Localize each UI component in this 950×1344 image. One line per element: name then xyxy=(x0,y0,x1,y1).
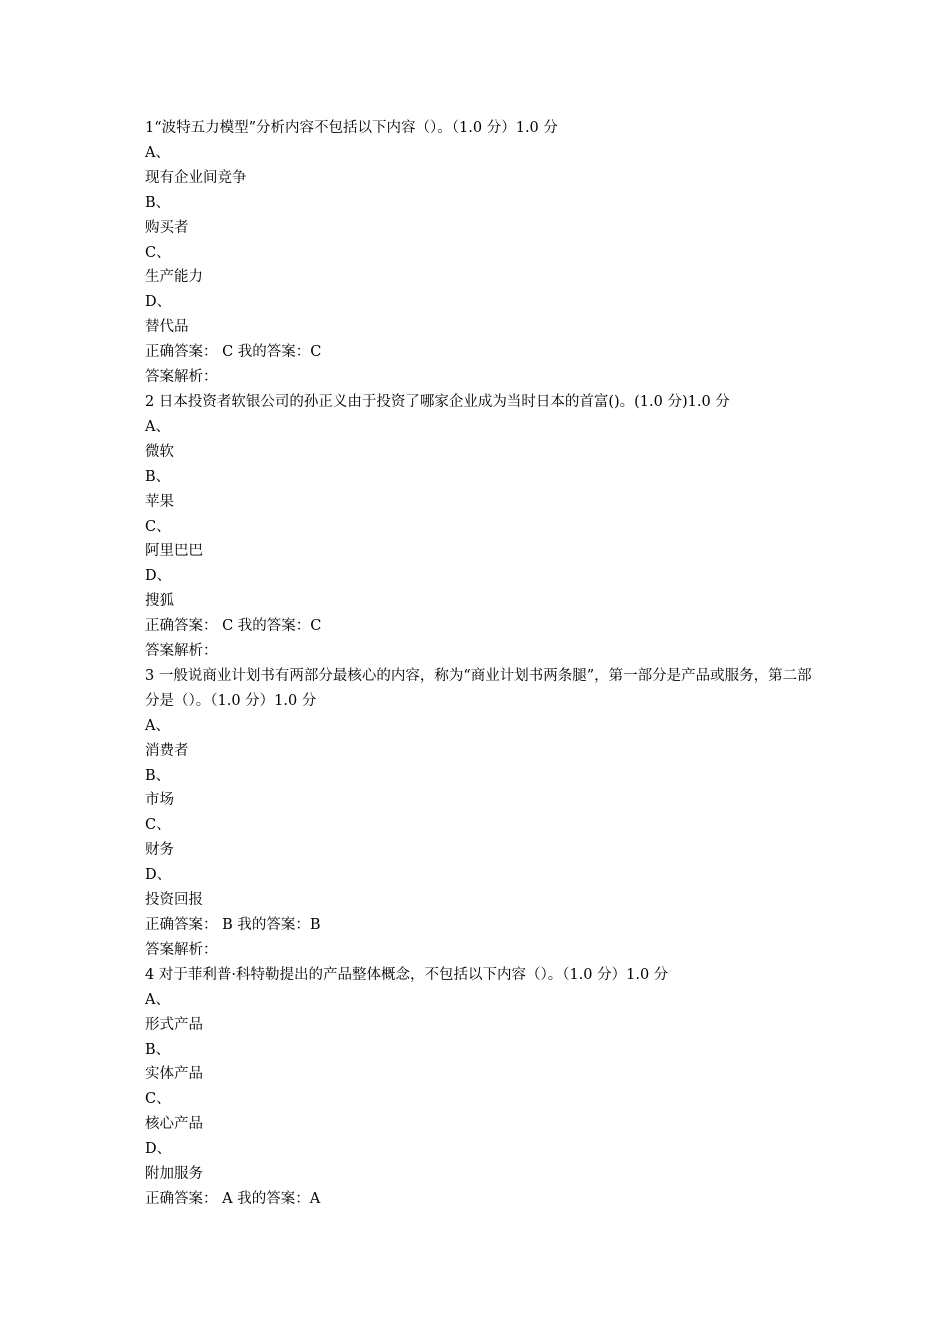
option-text: 替代品 xyxy=(145,319,189,336)
option-letter: C、 xyxy=(145,1091,171,1108)
answer-line: 正确答案： C 我的答案：C xyxy=(145,618,322,635)
option-text: 阿里巴巴 xyxy=(145,543,203,560)
analysis-line: 答案解析： xyxy=(145,369,218,386)
option-text: 微软 xyxy=(145,443,174,460)
question-stem: 1“波特五力模型”分析内容不包括以下内容（）。（1.0 分）1.0 分 xyxy=(145,120,558,136)
option-letter: C、 xyxy=(145,518,171,535)
question-2 xyxy=(145,390,815,664)
answer-line: 正确答案： B 我的答案：B xyxy=(145,917,321,933)
option-letter: A、 xyxy=(145,717,170,734)
option-letter: D、 xyxy=(145,1141,172,1158)
question-stem: 3 一般说商业计划书有两部分最核心的内容，称为“商业计划书两条腿”，第一部分是产品或服务，第二部分是（）。（1.0 分）1.0 分 xyxy=(145,667,812,709)
option-text: 生产能力 xyxy=(145,269,203,286)
analysis-line: 答案解析： xyxy=(145,941,218,958)
option-text: 形式产品 xyxy=(145,1016,203,1033)
option-text: 购买者 xyxy=(145,219,189,236)
option-text: 市场 xyxy=(145,792,174,809)
option-letter: D、 xyxy=(145,294,172,311)
answer-line: 正确答案： A 我的答案：A xyxy=(145,1190,321,1207)
answer-line: 正确答案： C 我的答案：C xyxy=(145,344,322,361)
option-text: 搜狐 xyxy=(145,593,174,610)
analysis-line: 答案解析： xyxy=(145,643,218,660)
option-letter: D、 xyxy=(145,568,172,585)
option-text: 财务 xyxy=(145,842,174,859)
option-letter: B、 xyxy=(145,468,171,485)
option-letter: B、 xyxy=(145,194,171,211)
question-4 xyxy=(145,963,815,1212)
option-letter: A、 xyxy=(145,144,170,161)
question-stem: 4 对于菲利普·科特勒提出的产品整体概念，不包括以下内容（）。（1.0 分）1.0 分 xyxy=(145,966,669,983)
option-text: 核心产品 xyxy=(145,1116,203,1133)
option-letter: C、 xyxy=(145,244,171,261)
document-page xyxy=(145,116,815,1212)
option-text: 消费者 xyxy=(145,742,189,759)
question-3 xyxy=(145,664,815,963)
option-text: 现有企业间竞争 xyxy=(145,169,247,186)
option-text: 投资回报 xyxy=(145,892,203,909)
question-stem: 2 日本投资者软银公司的孙正义由于投资了哪家企业成为当时日本的首富()。(1.0 分)1.0 分 xyxy=(145,393,730,410)
option-letter: A、 xyxy=(145,418,170,435)
option-text: 实体产品 xyxy=(145,1066,203,1083)
option-text: 苹果 xyxy=(145,493,174,510)
option-letter: A、 xyxy=(145,991,170,1008)
option-letter: C、 xyxy=(145,817,171,834)
option-letter: B、 xyxy=(145,767,171,784)
option-letter: D、 xyxy=(145,867,172,884)
question-1 xyxy=(145,116,815,390)
option-letter: B、 xyxy=(145,1041,171,1058)
option-text: 附加服务 xyxy=(145,1166,203,1183)
